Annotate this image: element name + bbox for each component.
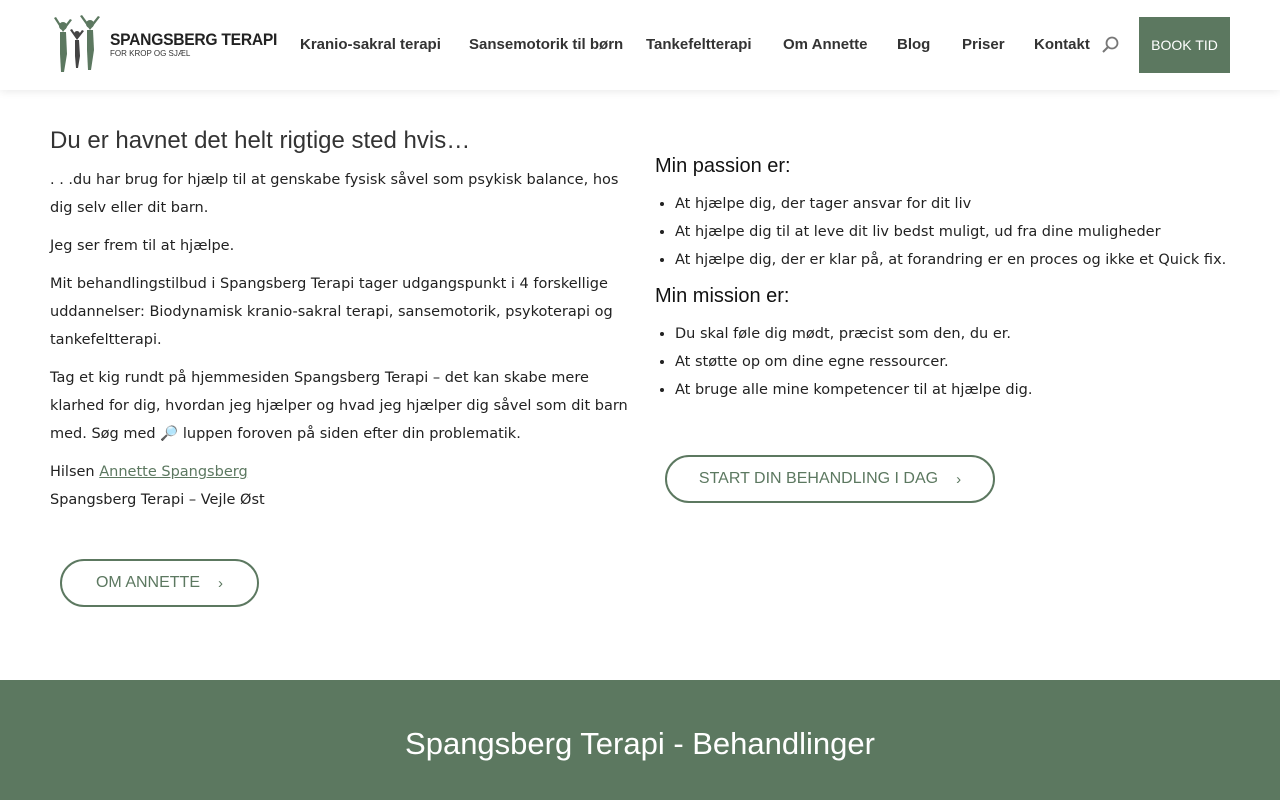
author-link[interactable]: Annette Spangsberg: [99, 464, 248, 480]
intro-heading: Du er havnet det helt rigtige sted hvis…: [50, 127, 471, 154]
nav-item-kranio-sakral-terapi[interactable]: Kranio-sakral terapi: [300, 36, 441, 53]
chevron-right-icon: ›: [218, 574, 223, 592]
signature: [50, 458, 630, 514]
list-item: • At hjælpe dig til at leve dit liv bedst muligt, ud fra dine muligheder: [675, 218, 1235, 246]
intro-paragraph-1: . . .du har brug for hjælp til at genskabe fysisk såvel som psykisk balance, hos dig selv eller dit barn.: [50, 172, 619, 216]
passion-list: [655, 190, 1235, 274]
list-item: • Du skal føle dig mødt, præcist som den, du er.: [675, 320, 1235, 348]
intro-paragraph-2: Jeg ser frem til at hjælpe.: [50, 238, 235, 254]
logo[interactable]: [48, 14, 278, 76]
location-text: Spangsberg Terapi – Vejle Øst: [50, 492, 265, 508]
treatments-heading: Spangsberg Terapi - Behandlinger: [405, 726, 875, 761]
book-tid-button[interactable]: BOOK TID: [1139, 17, 1230, 73]
list-item: • At støtte op om dine egne ressourcer.: [675, 348, 1235, 376]
site-header: [0, 0, 1280, 90]
list-item: • At hjælpe dig, der er klar på, at forandring er en proces og ikke et Quick fix.: [675, 246, 1235, 274]
start-behandling-button[interactable]: [665, 455, 995, 503]
logo-title: SPANGSBERG TERAPI: [110, 30, 278, 49]
passion-heading: Min passion er:: [655, 155, 791, 177]
start-behandling-button-label: START DIN BEHANDLING I DAG: [698, 470, 939, 487]
om-annette-button-label: OM ANNETTE: [95, 574, 200, 591]
logo-figures-icon: [48, 14, 110, 76]
nav-item-sansemotorik[interactable]: Sansemotorik til børn: [469, 36, 624, 53]
intro-paragraph-3: Mit behandlingstilbud i Spangsberg Terapi tager udgangspunkt i 4 forskellige uddannelser: Biodynamisk kranio-sakral terapi, sansemotorik, psykoterapi og tankefeltterapi.: [50, 276, 613, 348]
intro-section: [50, 124, 630, 514]
list-item: • At hjælpe dig, der tager ansvar for dit liv: [675, 190, 1235, 218]
nav-item-kontakt[interactable]: Kontakt: [1034, 36, 1090, 53]
om-annette-button[interactable]: [60, 559, 259, 607]
mission-heading: Min mission er:: [655, 285, 790, 307]
nav-item-blog[interactable]: Blog: [897, 36, 931, 53]
intro-paragraph-4: Tag et kig rundt på hjemmesiden Spangsberg Terapi – det kan skabe mere klarhed for dig, hvordan jeg hjælper og hvad jeg hjælper dig såvel som dit barn med. Søg med 🔎 luppen foroven på siden efter din problematik.: [50, 370, 628, 442]
mission-list: [655, 320, 1235, 404]
nav-item-om-annette[interactable]: Om Annette: [783, 36, 868, 53]
logo-subtitle: FOR KROP OG SJÆL: [110, 49, 191, 58]
chevron-right-icon: ›: [956, 470, 962, 488]
passion-mission-section: [655, 150, 1235, 410]
nav-item-tankefeltterapi[interactable]: Tankefeltterapi: [646, 36, 752, 53]
search-icon[interactable]: [1101, 35, 1121, 55]
greeting: Hilsen: [50, 464, 95, 480]
nav-item-priser[interactable]: Priser: [962, 36, 1005, 53]
list-item: • At bruge alle mine kompetencer til at hjælpe dig.: [675, 376, 1235, 404]
